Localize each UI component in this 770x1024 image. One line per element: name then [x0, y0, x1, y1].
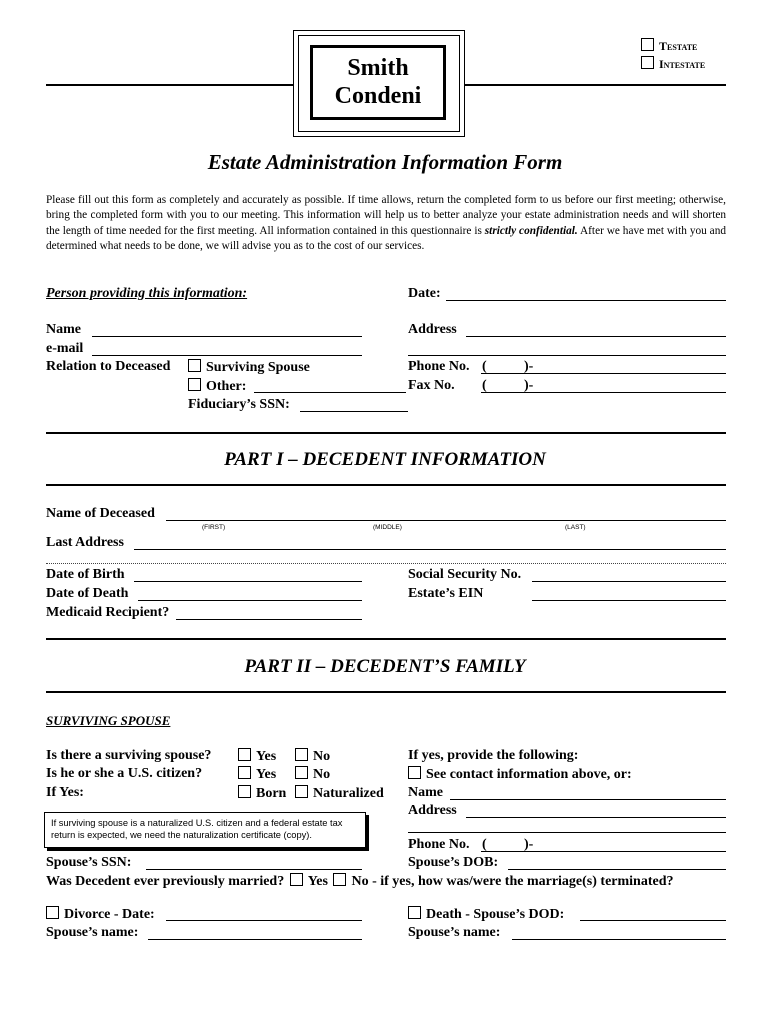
q-citizen-no[interactable]: No [295, 766, 330, 783]
naturalized-option[interactable]: Naturalized [295, 785, 384, 802]
spouse-name-label: Name [408, 785, 443, 800]
form-title: Estate Administration Information Form [207, 150, 563, 174]
dob-label: Date of Birth [46, 567, 125, 582]
if-yes-label: If Yes: [46, 785, 84, 800]
spouse-address-field[interactable] [466, 817, 726, 818]
provider-phone-paren-close: )- [524, 359, 534, 374]
intro-paragraph: Please fill out this form as completely and accurately as possible. If time allows, return the completed form to us before our first meeting; otherwise, bring the completed form with you to our meeting. This information will help us to better analyze your estate administration needs and will shorten the length of time needed for the first meeting. All information contained in this questionnaire is strictly confidential. After we have met with you and determined what needs to be done, we will advise you as to the cost of our services. [46, 194, 726, 252]
provider-email-field[interactable] [92, 355, 362, 356]
surviving-spouse-checkbox[interactable] [188, 359, 201, 372]
spouse-name-field[interactable] [450, 799, 726, 800]
part1-bottom-rule [46, 484, 726, 486]
q-spouse-no[interactable]: No [295, 748, 330, 765]
prev-married-yes-checkbox[interactable] [290, 873, 303, 886]
testate-option[interactable]: Testate [641, 38, 697, 54]
last-address-label: Last Address [46, 535, 124, 550]
born-option[interactable]: Born [238, 785, 286, 802]
death-option[interactable]: Death - Spouse’s DOD: [408, 906, 564, 923]
provider-fax-label: Fax No. [408, 378, 455, 393]
provider-name-field[interactable] [92, 336, 362, 337]
born-checkbox[interactable] [238, 785, 251, 798]
citizen-no-checkbox[interactable] [295, 766, 308, 779]
last-caption: (LAST) [565, 524, 586, 531]
intestate-checkbox[interactable] [641, 56, 654, 69]
spouse-ssn-field[interactable] [146, 869, 362, 870]
see-contact-checkbox[interactable] [408, 766, 421, 779]
relation-label: Relation to Deceased [46, 359, 171, 374]
part1-top-rule [46, 432, 726, 434]
part2-heading: PART II – DECEDENT’S FAMILY [244, 656, 526, 677]
spouse-phone-field[interactable] [481, 851, 726, 852]
prev-married-row: Was Decedent ever previously married? Yes No - if yes, how was/were the marriage(s) terminated? [46, 874, 674, 889]
provider-address-field-2[interactable] [408, 355, 726, 356]
other-field[interactable] [254, 392, 406, 393]
if-yes-follow: If yes, provide the following: [408, 748, 579, 763]
part2-bottom-rule [46, 691, 726, 693]
provider-phone-label: Phone No. [408, 359, 470, 374]
divorce-spouse-name-field[interactable] [148, 939, 362, 940]
spouse-dob-field[interactable] [508, 869, 726, 870]
ein-field[interactable] [532, 600, 726, 601]
naturalization-note: If surviving spouse is a naturalized U.S. citizen and a federal estate tax return is expected, we need the naturalization certificate (copy). [44, 812, 366, 848]
spouse-yes-checkbox[interactable] [238, 748, 251, 761]
firm-name-line2: Condeni [334, 83, 422, 109]
part1-heading: PART I – DECEDENT INFORMATION [224, 449, 546, 470]
other-checkbox[interactable] [188, 378, 201, 391]
divorce-option[interactable]: Divorce - Date: [46, 906, 155, 923]
provider-address-field[interactable] [466, 336, 726, 337]
testate-checkbox[interactable] [641, 38, 654, 51]
provider-date-field[interactable] [446, 300, 726, 301]
last-address-field[interactable] [134, 549, 726, 550]
death-spouse-name-label: Spouse’s name: [408, 925, 501, 940]
spouse-no-checkbox[interactable] [295, 748, 308, 761]
citizen-yes-checkbox[interactable] [238, 766, 251, 779]
ssn-label: Social Security No. [408, 567, 522, 582]
provider-fax-paren-open: ( [482, 378, 487, 393]
spouse-phone-paren-open: ( [482, 837, 487, 852]
deceased-name-label: Name of Deceased [46, 506, 155, 521]
spouse-address-label: Address [408, 803, 457, 818]
provider-email-label: e-mail [46, 341, 84, 356]
other-option[interactable]: Other: [188, 378, 246, 395]
surviving-spouse-heading: SURVIVING SPOUSE [46, 713, 171, 728]
spouse-dob-label: Spouse’s DOB: [408, 855, 499, 870]
firm-logo [293, 30, 465, 137]
death-checkbox[interactable] [408, 906, 421, 919]
deceased-name-field[interactable] [166, 520, 726, 521]
spouse-phone-paren-close: )- [524, 837, 534, 852]
medicaid-label: Medicaid Recipient? [46, 605, 170, 620]
intestate-option[interactable]: Intestate [641, 56, 705, 72]
q-surviving-spouse: Is there a surviving spouse? [46, 748, 212, 763]
first-caption: (FIRST) [202, 524, 226, 531]
ssn-field[interactable] [532, 581, 726, 582]
dod-field[interactable] [138, 600, 362, 601]
provider-address-label: Address [408, 322, 457, 337]
q-spouse-yes[interactable]: Yes [238, 748, 276, 765]
firm-name-line1: Smith [347, 55, 409, 81]
dod-label: Date of Death [46, 586, 129, 601]
divorce-checkbox[interactable] [46, 906, 59, 919]
q-citizen-yes[interactable]: Yes [238, 766, 276, 783]
surviving-spouse-option[interactable]: Surviving Spouse [188, 359, 310, 376]
divorce-date-field[interactable] [166, 920, 362, 921]
provider-date-label: Date: [408, 286, 441, 301]
spouse-phone-label: Phone No. [408, 837, 470, 852]
see-contact-option[interactable]: See contact information above, or: [408, 766, 632, 783]
fiduciary-ssn-field[interactable] [300, 411, 408, 412]
middle-caption: (MIDDLE) [373, 524, 402, 531]
last-address-field-2[interactable] [46, 563, 726, 564]
provider-fax-field[interactable] [481, 392, 726, 393]
divorce-spouse-name-label: Spouse’s name: [46, 925, 139, 940]
provider-phone-field[interactable] [481, 373, 726, 374]
provider-fax-paren-close: )- [524, 378, 534, 393]
provider-heading: Person providing this information: [46, 286, 248, 301]
spouse-address-field-2[interactable] [408, 832, 726, 833]
death-spouse-name-field[interactable] [512, 939, 726, 940]
medicaid-field[interactable] [176, 619, 362, 620]
naturalized-checkbox[interactable] [295, 785, 308, 798]
death-dod-field[interactable] [580, 920, 726, 921]
provider-name-label: Name [46, 322, 81, 337]
provider-phone-paren-open: ( [482, 359, 487, 374]
part2-top-rule [46, 638, 726, 640]
q-citizen: Is he or she a U.S. citizen? [46, 766, 203, 781]
dob-field[interactable] [134, 581, 362, 582]
fiduciary-ssn-label: Fiduciary’s SSN: [188, 397, 290, 412]
prev-married-no-checkbox[interactable] [333, 873, 346, 886]
spouse-ssn-label: Spouse’s SSN: [46, 855, 132, 870]
ein-label: Estate’s EIN [408, 586, 484, 601]
